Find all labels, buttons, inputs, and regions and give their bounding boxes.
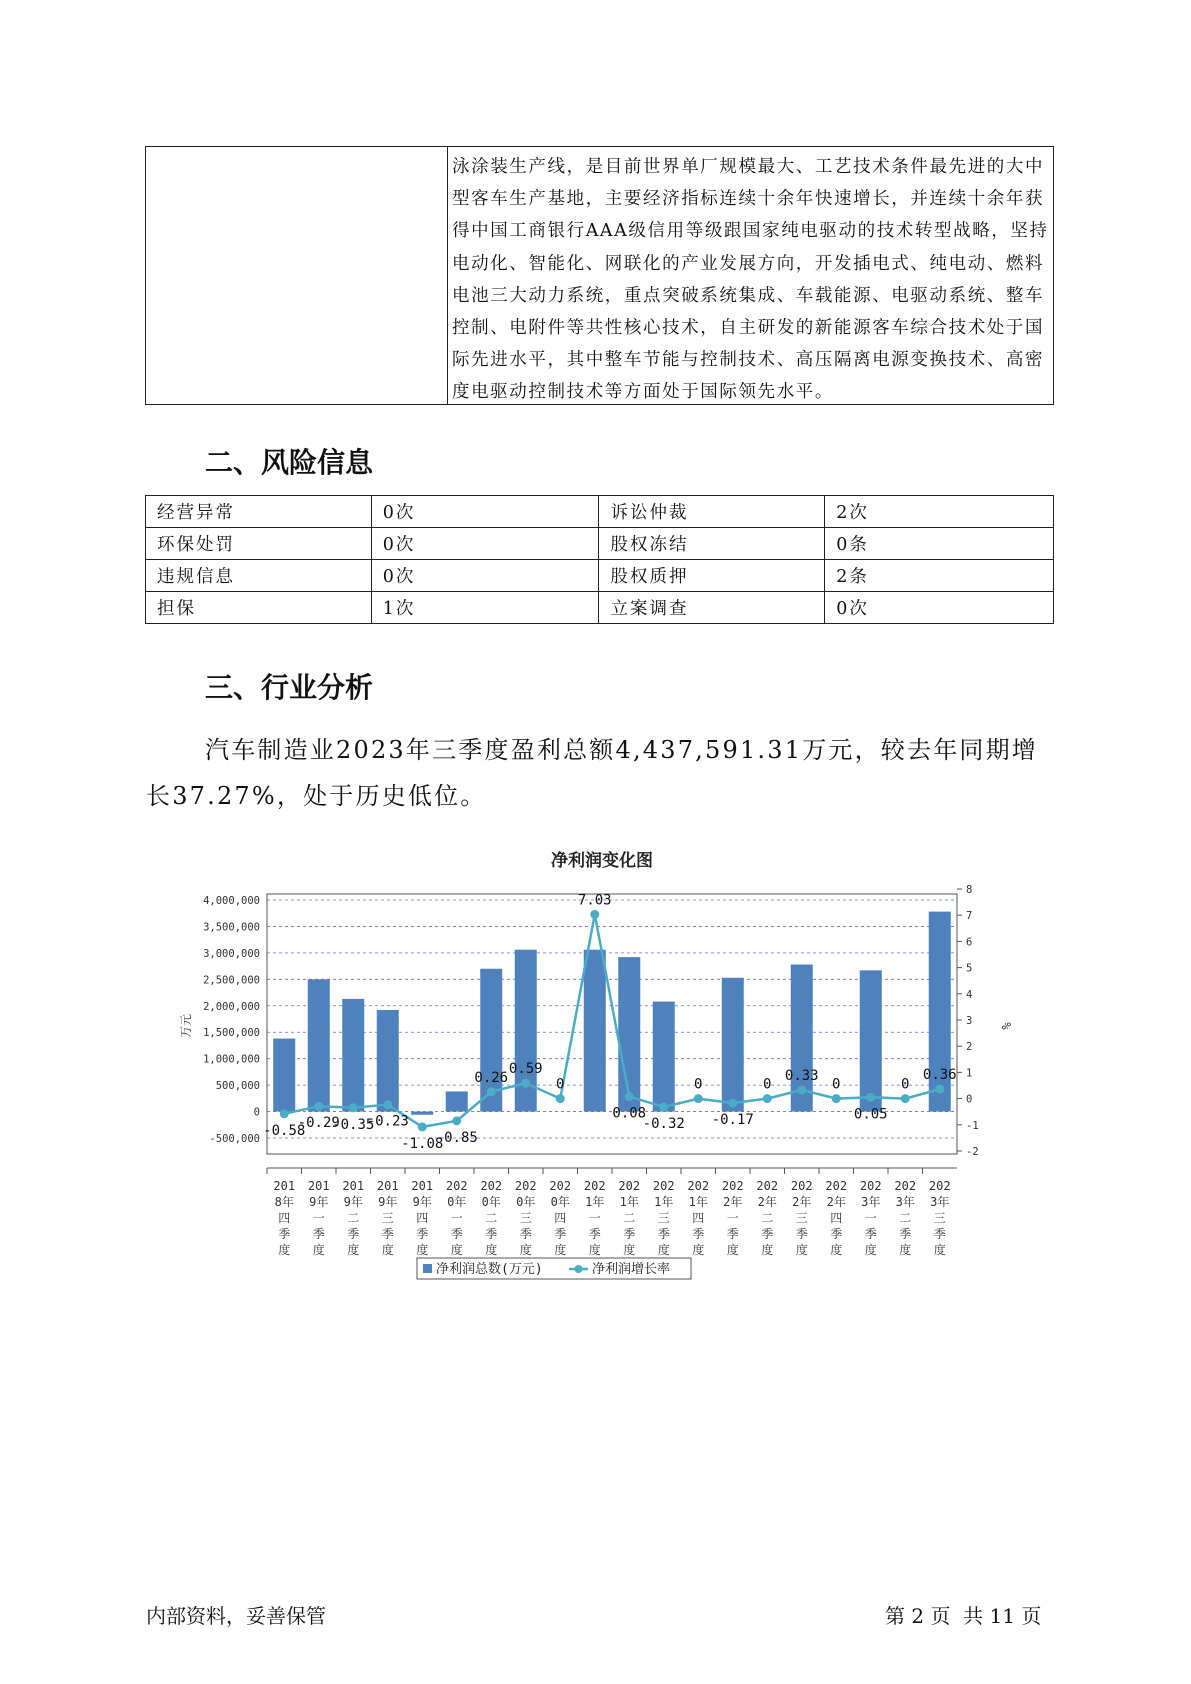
industry-paragraph-line2: 长37.27%，处于历史低位。 xyxy=(146,782,487,810)
data-label: 0.59 xyxy=(508,1061,543,1078)
risk-label: 违规信息 xyxy=(146,560,372,592)
net-profit-chart xyxy=(170,836,1013,1296)
risk-label: 诉讼仲裁 xyxy=(599,496,825,528)
bar xyxy=(308,979,330,1111)
x-tick-label: 201 9年一季度 xyxy=(307,1179,330,1257)
industry-section-heading: 三、行业分析 xyxy=(205,671,374,704)
x-tick-label: 202 0年二季度 xyxy=(480,1179,503,1257)
data-label: 0.08 xyxy=(612,1105,647,1122)
line-point xyxy=(280,1109,289,1118)
risk-section-heading: 二、风险信息 xyxy=(205,446,374,479)
y2-tick-label: 5 xyxy=(966,962,973,975)
x-tick-label: 202 1年二季度 xyxy=(618,1179,641,1257)
legend-bar-label: 净利润总数(万元) xyxy=(436,1262,543,1277)
y-axis-label: 万元 xyxy=(179,1013,193,1039)
footer-page-number: 第 2 页 共 11 页 xyxy=(885,1604,1042,1628)
bar xyxy=(273,1039,295,1112)
y2-tick-label: 0 xyxy=(966,1093,973,1106)
bar xyxy=(653,1002,675,1112)
line-point xyxy=(314,1102,323,1111)
y2-tick-label: 3 xyxy=(966,1015,973,1027)
x-tick-label: 202 2年三季度 xyxy=(790,1179,813,1257)
bar xyxy=(860,970,882,1111)
risk-row xyxy=(146,496,1054,528)
y-tick-label: 2,500,000 xyxy=(203,974,260,987)
y2-tick-label: 1 xyxy=(966,1067,973,1080)
y-tick-label: 500,000 xyxy=(215,1080,260,1093)
data-label: 0 xyxy=(763,1076,772,1093)
line-point xyxy=(521,1079,530,1088)
line-point xyxy=(763,1094,772,1103)
y2-tick-label: -1 xyxy=(966,1119,979,1132)
data-label: 0.26 xyxy=(474,1069,509,1086)
risk-value: 1次 xyxy=(371,592,599,624)
bar xyxy=(722,978,744,1112)
data-label: -0.29 xyxy=(297,1115,340,1132)
risk-label: 股权冻结 xyxy=(599,528,825,560)
data-label: -0.35 xyxy=(332,1116,375,1133)
y2-tick-label: 8 xyxy=(966,884,973,896)
y-tick-label: 1,500,000 xyxy=(203,1027,260,1040)
risk-label: 经营异常 xyxy=(146,496,372,528)
x-tick-label: 201 8年四季度 xyxy=(273,1179,296,1257)
y2-tick-label: 6 xyxy=(966,936,973,949)
y2-tick-label: 2 xyxy=(966,1041,973,1054)
line-point xyxy=(866,1093,875,1102)
risk-value: 0次 xyxy=(371,496,599,528)
company-description-table xyxy=(145,146,1054,405)
data-label: -0.32 xyxy=(642,1115,685,1132)
y2-tick-label: 7 xyxy=(966,910,973,923)
line-point xyxy=(832,1094,841,1103)
footer-confidential: 内部资料，妥善保管 xyxy=(146,1604,326,1628)
bar xyxy=(342,999,364,1112)
risk-info-table xyxy=(145,495,1054,624)
data-label: 0 xyxy=(694,1076,703,1093)
x-tick-label: 202 0年一季度 xyxy=(445,1179,468,1257)
line-point xyxy=(694,1094,703,1103)
x-tick-label: 202 1年四季度 xyxy=(687,1179,710,1257)
x-tick-label: 202 1年一季度 xyxy=(583,1179,606,1257)
risk-value: 0条 xyxy=(825,528,1054,560)
risk-row xyxy=(146,560,1054,592)
x-tick-label: 201 9年四季度 xyxy=(411,1179,434,1257)
x-tick-label: 202 1年三季度 xyxy=(652,1179,675,1257)
line-point xyxy=(452,1116,461,1125)
line-point xyxy=(383,1100,392,1109)
data-label: 0 xyxy=(556,1076,565,1093)
company-description-text: 泳涂装生产线，是目前世界单厂规模最大、工艺技术条件最先进的大中型客车生产基地，主要经济指标连续十余年快速增长，并连续十余年获得中国工商银行AAA级信用等级跟国家纯电驱动的技术转型战略，坚持电动化、智能化、网联化的产业发展方向，开发插电式、纯电动、燃料电池三大动力系统，重点突破系统集成、车载能源、电驱动系统、整车控制、电附件等共性核心技术，自主研发的新能源客车综合技术处于国际先进水平，其中整车节能与控制技术、高压隔离电源变换技术、高密度电驱动控制技术等方面处于国际领先水平。 xyxy=(452,157,1049,403)
legend-bar-swatch xyxy=(423,1264,432,1273)
data-label: -0.85 xyxy=(435,1129,478,1146)
data-label: 0.33 xyxy=(784,1067,819,1084)
y-tick-label: 0 xyxy=(253,1106,260,1119)
risk-label: 股权质押 xyxy=(599,560,825,592)
risk-value: 2次 xyxy=(825,496,1054,528)
x-tick-label: 202 0年三季度 xyxy=(514,1179,537,1257)
risk-label: 环保处罚 xyxy=(146,528,372,560)
line-point xyxy=(349,1103,358,1112)
risk-value: 0次 xyxy=(371,560,599,592)
x-tick-label: 201 9年三季度 xyxy=(376,1179,399,1257)
x-tick-label: 202 3年二季度 xyxy=(894,1179,917,1257)
risk-value: 0次 xyxy=(825,592,1054,624)
line-point xyxy=(797,1085,806,1094)
y-tick-label: -500,000 xyxy=(209,1133,260,1145)
risk-row xyxy=(146,592,1054,624)
risk-label: 立案调查 xyxy=(599,592,825,624)
data-label: 0 xyxy=(832,1076,841,1093)
industry-paragraph-line1: 汽车制造业2023年三季度盈利总额4,437,591.31万元，较去年同期增 xyxy=(205,736,1038,764)
risk-label: 担保 xyxy=(146,592,372,624)
data-label: -1.08 xyxy=(401,1135,444,1152)
data-label: -0.23 xyxy=(366,1113,409,1130)
data-label: 0.05 xyxy=(853,1106,888,1123)
y2-axis-label: % xyxy=(999,1022,1013,1030)
legend-line-label: 净利润增长率 xyxy=(592,1262,671,1277)
risk-value: 0次 xyxy=(371,528,599,560)
line-point xyxy=(659,1102,668,1111)
x-tick-label: 202 0年四季度 xyxy=(549,1179,572,1257)
y-tick-label: 3,000,000 xyxy=(203,947,260,960)
line-point xyxy=(901,1094,910,1103)
legend-line-marker xyxy=(575,1265,583,1273)
risk-row xyxy=(146,528,1054,560)
bar xyxy=(377,1010,399,1112)
y-tick-label: 2,000,000 xyxy=(203,1000,260,1013)
y2-tick-label: -2 xyxy=(966,1146,979,1158)
y-tick-label: 1,000,000 xyxy=(203,1053,260,1066)
x-tick-label: 202 2年二季度 xyxy=(756,1179,779,1257)
data-label: -0.17 xyxy=(711,1112,754,1129)
line-point xyxy=(487,1087,496,1096)
bar xyxy=(618,957,640,1111)
line-point xyxy=(590,910,599,919)
x-tick-label: 202 3年一季度 xyxy=(859,1179,882,1257)
line-point xyxy=(556,1094,565,1103)
data-label: 0 xyxy=(901,1076,910,1093)
line-point xyxy=(625,1092,634,1101)
x-tick-label: 201 9年二季度 xyxy=(342,1179,365,1257)
data-label: 7.03 xyxy=(577,892,612,909)
x-tick-label: 202 3年三季度 xyxy=(928,1179,951,1257)
risk-value: 2条 xyxy=(825,560,1054,592)
chart-title: 净利润变化图 xyxy=(551,851,653,871)
x-tick-label: 202 2年一季度 xyxy=(721,1179,744,1257)
y2-tick-label: 4 xyxy=(966,988,973,1001)
data-label: 0.36 xyxy=(922,1067,957,1084)
line-point xyxy=(418,1122,427,1131)
y-tick-label: 3,500,000 xyxy=(203,921,260,934)
data-label: -0.58 xyxy=(263,1122,306,1139)
bar xyxy=(584,950,606,1112)
x-tick-label: 202 2年四季度 xyxy=(825,1179,848,1257)
table-divider xyxy=(447,147,448,404)
y-tick-label: 4,000,000 xyxy=(203,895,260,907)
line-point xyxy=(935,1085,944,1094)
line-point xyxy=(728,1099,737,1108)
bar xyxy=(411,1112,433,1115)
bar xyxy=(446,1091,468,1111)
